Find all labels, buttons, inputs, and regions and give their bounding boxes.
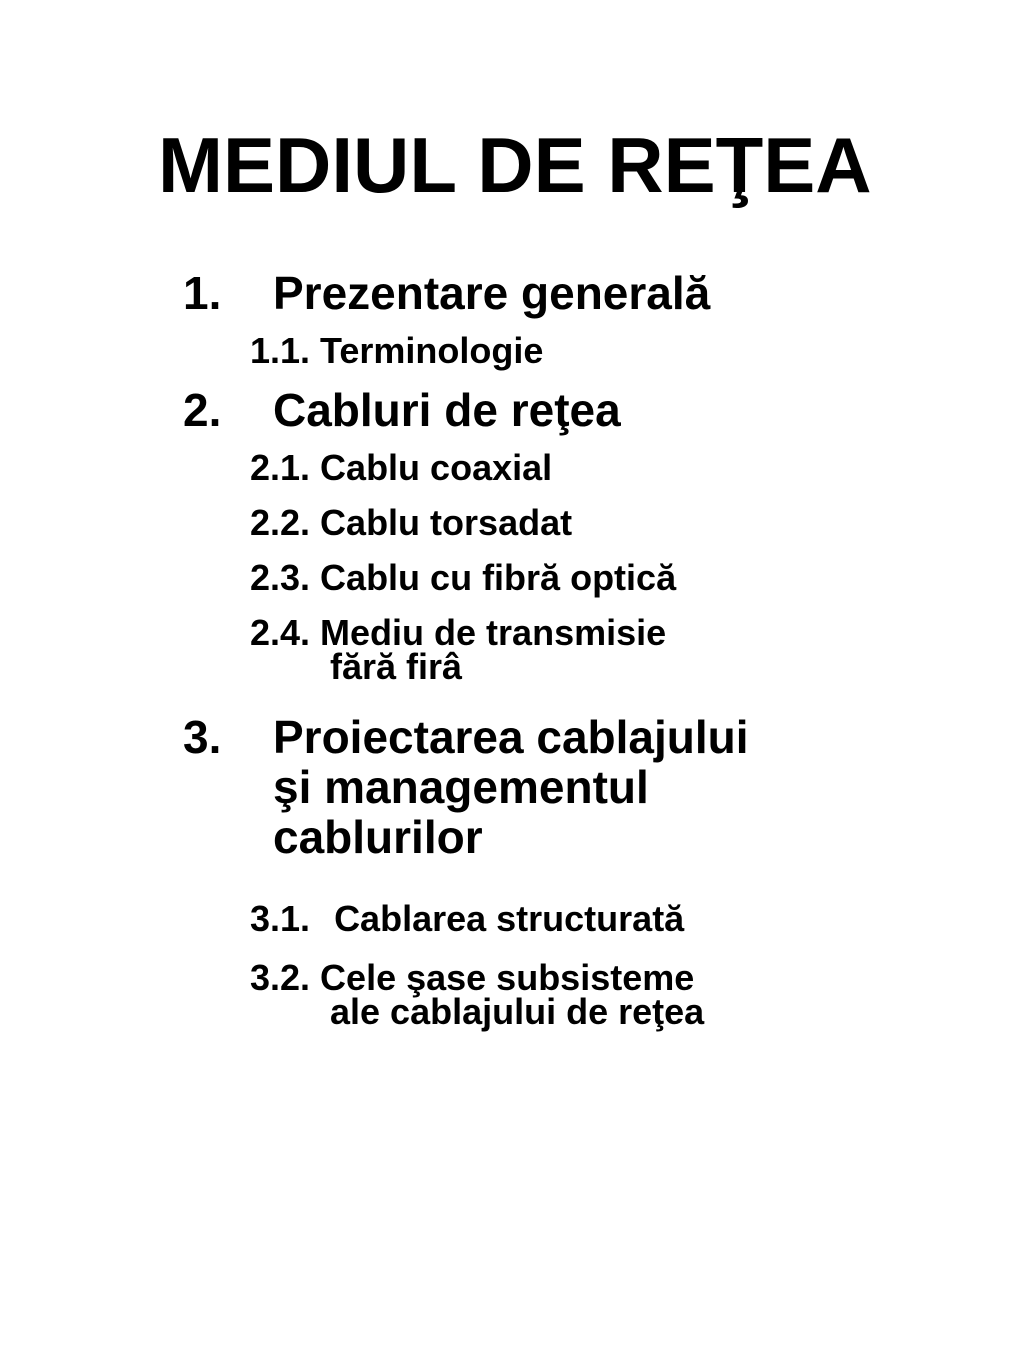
subsection-label: 1.1. Terminologie — [250, 330, 544, 371]
subsection-3-2 — [250, 958, 704, 1032]
subsection-2-2 — [250, 503, 572, 543]
section-number: 3. — [183, 711, 222, 763]
subsection-2-1 — [250, 448, 552, 488]
section-label: Prezentare generală — [273, 267, 711, 319]
section-number: 2. — [183, 384, 222, 436]
subsection-label: 2.1. Cablu coaxial — [250, 447, 553, 488]
section-label: Cabluri de reţea — [273, 384, 621, 436]
subsection-number: 3.1. — [250, 898, 311, 939]
subsection-continuation: fără firâ — [330, 646, 463, 687]
subsection-1-1 — [250, 331, 543, 371]
subsection-label: 2.2. Cablu torsadat — [250, 502, 573, 543]
section-number: 1. — [183, 267, 222, 319]
subsection-label: Cablarea structurată — [334, 898, 685, 939]
subsection-3-1 — [250, 899, 684, 939]
page-title: MEDIUL DE REŢEA — [158, 121, 872, 209]
section-label-line-2: şi managementul — [273, 761, 649, 813]
subsection-continuation: ale cablajului de reţea — [330, 991, 705, 1032]
subsection-label: 2.3. Cablu cu fibră optică — [250, 557, 677, 598]
subsection-2-4 — [250, 613, 666, 687]
subsection-2-3 — [250, 558, 676, 598]
section-label-line-3: cablurilor — [273, 811, 483, 863]
subsection-label: 2.4. Mediu de transmisie — [250, 612, 667, 653]
subsection-label: 3.2. Cele şase subsisteme — [250, 957, 695, 998]
section-label-line-1: Proiectarea cablajului — [273, 711, 749, 763]
